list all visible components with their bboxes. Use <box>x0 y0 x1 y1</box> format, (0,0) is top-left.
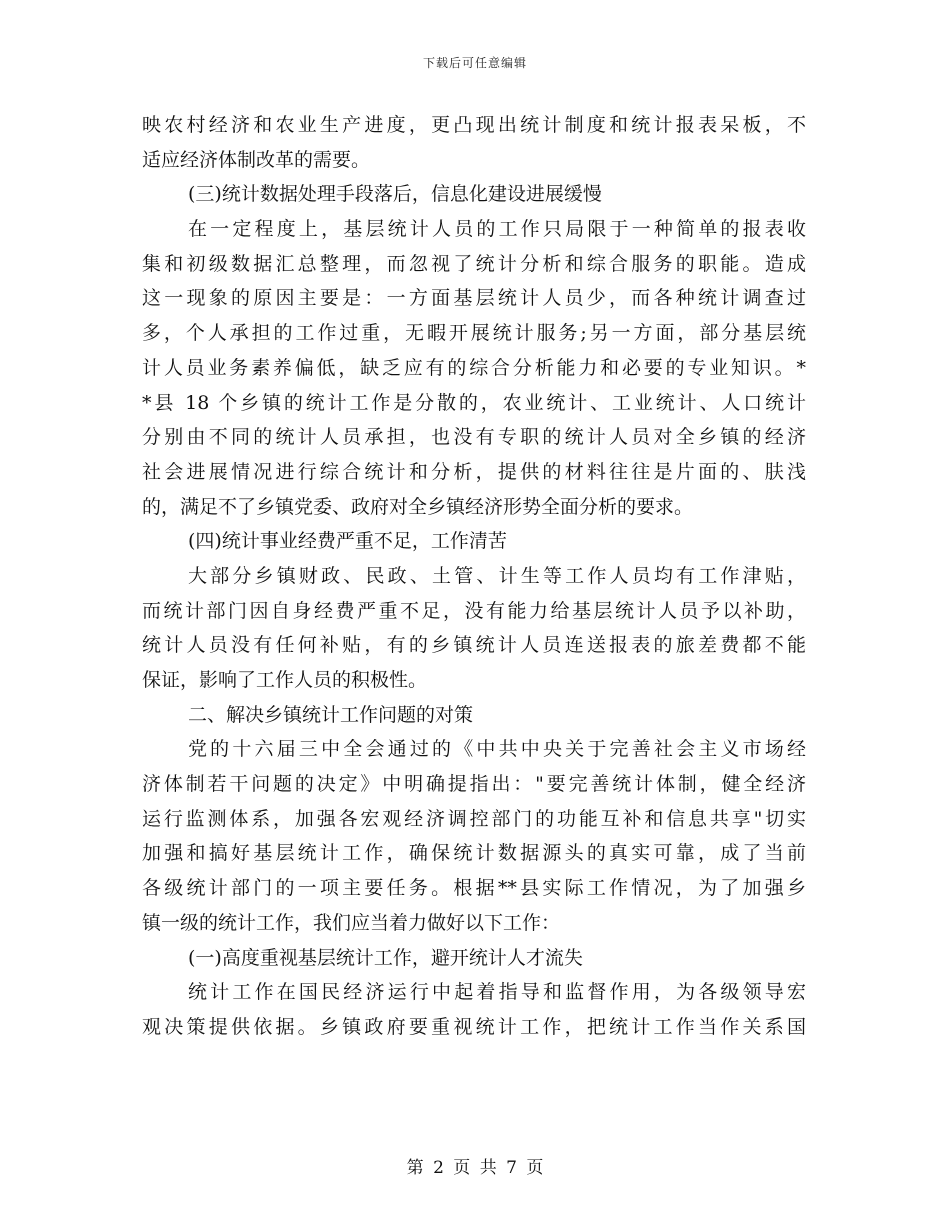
text-line: 这一现象的原因主要是：一方面基层统计人员少，而各种统计调查过 <box>142 287 806 310</box>
text-line: 统计工作在国民经济运行中起着指导和监督作用，为各级领导宏 <box>188 981 806 1004</box>
text-line: 保证，影响了工作人员的积极性。 <box>142 669 428 691</box>
text-line: 大部分乡镇财政、民政、土管、计生等工作人员均有工作津贴， <box>188 564 806 587</box>
text-line: 适应经济体制改革的需要。 <box>142 148 371 171</box>
text-line: 各级统计部门的一项主要任务。根据**县实际工作情况，为了加强乡 <box>142 877 806 900</box>
text-line: 社会进展情况进行综合统计和分析，提供的材料往往是片面的、肤浅 <box>142 460 806 483</box>
text-line: 映农村经济和农业生产进度，更凸现出统计制度和统计报表呆板，不 <box>142 114 806 136</box>
text-line: 运行监测体系，加强各宏观经济调控部门的功能互补和信息共享"切实 <box>142 807 806 830</box>
text-line: 集和初级数据汇总整理，而忽视了统计分析和综合服务的职能。造成 <box>142 252 806 275</box>
text-line: 党的十六届三中全会通过的《中共中央关于完善社会主义市场经 <box>188 738 806 761</box>
text-line: 观决策提供依据。乡镇政府要重视统计工作，把统计工作当作关系国 <box>142 1015 806 1038</box>
text-line: *县 18 个乡镇的统计工作是分散的，农业统计、工业统计、人口统计 <box>142 391 806 414</box>
document-body <box>142 108 806 1045</box>
text-line: (三)统计数据处理手段落后，信息化建设进展缓慢 <box>188 183 602 206</box>
text-line: (一)高度重视基层统计工作，避开统计人才流失 <box>188 946 583 969</box>
text-line: 统计人员没有任何补贴，有的乡镇统计人员连送报表的旅差费都不能 <box>142 634 806 657</box>
text-line: 济体制若干问题的决定》中明确提指出："要完善统计体制，健全经济 <box>142 773 806 796</box>
page-header: 下载后可任意编辑 <box>422 56 527 70</box>
text-line: 计人员业务素养偏低，缺乏应有的综合分析能力和必要的专业知识。* <box>142 356 806 379</box>
text-line: 加强和搞好基层统计工作，确保统计数据源头的真实可靠，成了当前 <box>142 842 806 865</box>
text-line: 分别由不同的统计人员承担，也没有专职的统计人员对全乡镇的经济 <box>142 426 806 449</box>
text-line: (四)统计事业经费严重不足，工作清苦 <box>188 530 507 553</box>
text-line: 二、解决乡镇统计工作问题的对策 <box>188 703 474 726</box>
text-line: 的，满足不了乡镇党委、政府对全乡镇经济形势全面分析的要求。 <box>142 495 694 518</box>
text-line: 镇一级的统计工作，我们应当着力做好以下工作： <box>142 911 561 934</box>
text-line: 在一定程度上，基层统计人员的工作只局限于一种简单的报表收 <box>188 218 806 241</box>
page-footer: 第 2 页 共 7 页 <box>406 1158 544 1178</box>
text-line: 多，个人承担的工作过重，无暇开展统计服务;另一方面，部分基层统 <box>142 322 806 345</box>
text-line: 而统计部门因自身经费严重不足，没有能力给基层统计人员予以补助， <box>142 599 806 622</box>
